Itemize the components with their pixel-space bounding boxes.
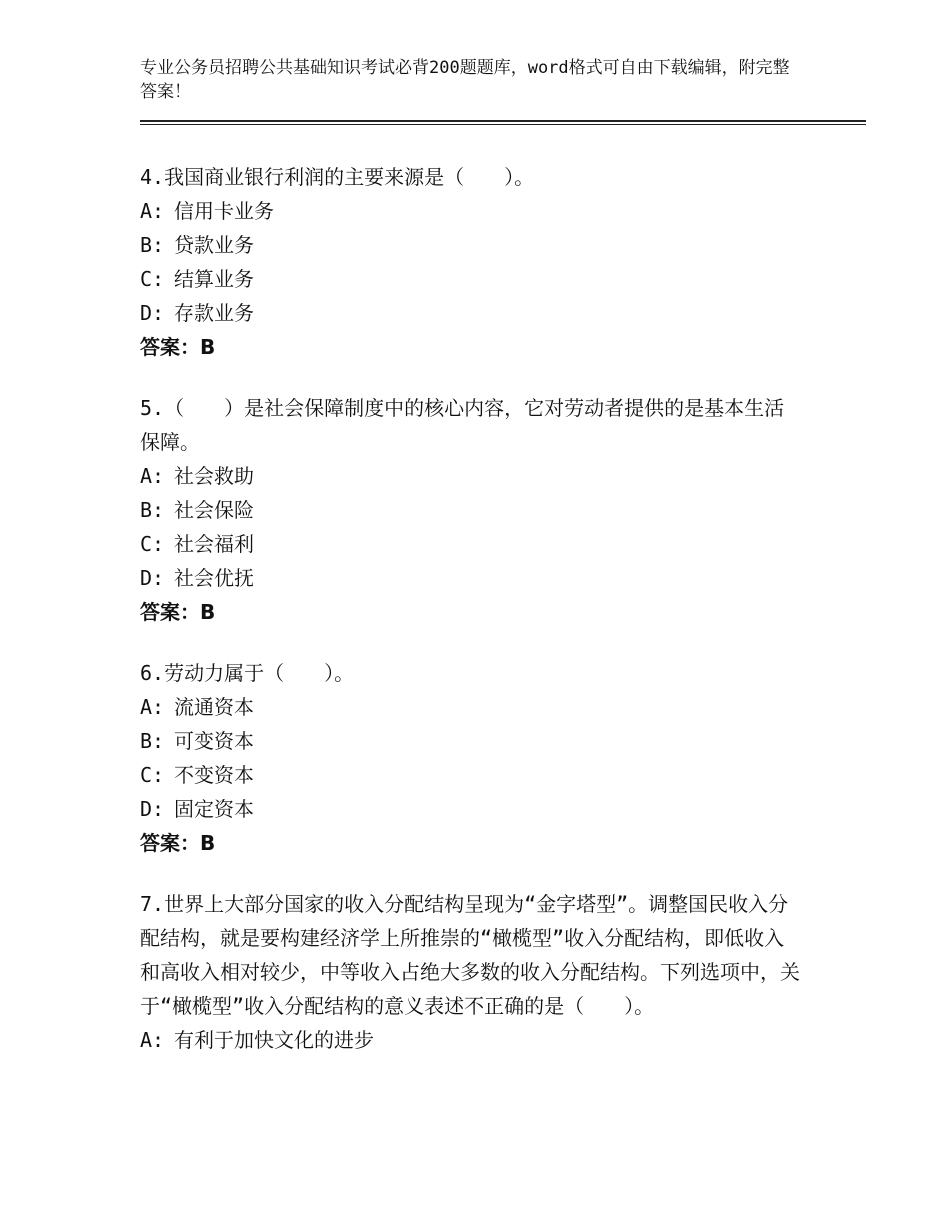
option-letter: D:: [140, 797, 165, 821]
option-text: 固定资本: [174, 797, 254, 821]
option-a: [140, 194, 800, 228]
answer-label: 答案：B: [140, 335, 216, 359]
document-header: 专业公务员招聘公共基础知识考试必背200题题库，word格式可自由下载编辑，附完整答案！: [140, 58, 790, 102]
option-a: [140, 690, 800, 724]
question-list: [140, 160, 800, 1084]
option-text: 结算业务: [174, 267, 254, 291]
option-b: [140, 493, 800, 527]
option-text: 可变资本: [174, 729, 254, 753]
option-text: 信用卡业务: [174, 199, 274, 223]
option-letter: B:: [140, 729, 165, 753]
option-letter: C:: [140, 532, 165, 556]
option-a: [140, 459, 800, 493]
header-divider-thick: [140, 120, 866, 122]
question-6: [140, 656, 800, 860]
answer-label: 答案：B: [140, 831, 216, 855]
option-c: [140, 758, 800, 792]
option-letter: C:: [140, 763, 165, 787]
option-b: [140, 228, 800, 262]
option-text: 社会优抚: [174, 566, 254, 590]
question-stem: 5.（ ）是社会保障制度中的核心内容，它对劳动者提供的是基本生活保障。: [140, 396, 785, 454]
option-text: 社会福利: [174, 532, 254, 556]
option-letter: D:: [140, 566, 165, 590]
option-d: [140, 792, 800, 826]
option-letter: A:: [140, 695, 165, 719]
option-text: 贷款业务: [174, 233, 254, 257]
option-c: [140, 262, 800, 296]
option-letter: A:: [140, 1028, 165, 1052]
option-text: 流通资本: [174, 695, 254, 719]
option-letter: B:: [140, 233, 165, 257]
option-d: [140, 561, 800, 595]
question-7: [140, 887, 800, 1057]
option-text: 不变资本: [174, 763, 254, 787]
answer-label: 答案：B: [140, 600, 216, 624]
option-letter: B:: [140, 498, 165, 522]
option-letter: A:: [140, 464, 165, 488]
option-text: 存款业务: [174, 301, 254, 325]
question-4: [140, 160, 800, 364]
option-letter: A:: [140, 199, 165, 223]
option-text: 社会救助: [174, 464, 254, 488]
question-stem: 4.我国商业银行利润的主要来源是（ ）。: [140, 165, 535, 189]
option-text: 社会保险: [174, 498, 254, 522]
option-d: [140, 296, 800, 330]
question-stem: 7.世界上大部分国家的收入分配结构呈现为“金字塔型”。调整国民收入分配结构，就是要构建经济学上所推崇的“橄榄型”收入分配结构，即低收入和高收入相对较少，中等收入占绝大多数的收入分配结构。下列选项中，关于“橄榄型”收入分配结构的意义表述不正确的是（ ）。: [140, 892, 800, 1018]
option-c: [140, 527, 800, 561]
question-5: [140, 391, 800, 629]
option-a: [140, 1023, 800, 1057]
question-stem: 6.劳动力属于（ ）。: [140, 661, 355, 685]
option-letter: D:: [140, 301, 165, 325]
option-letter: C:: [140, 267, 165, 291]
option-b: [140, 724, 800, 758]
option-text: 有利于加快文化的进步: [174, 1028, 374, 1052]
header-divider-thin: [140, 124, 866, 125]
